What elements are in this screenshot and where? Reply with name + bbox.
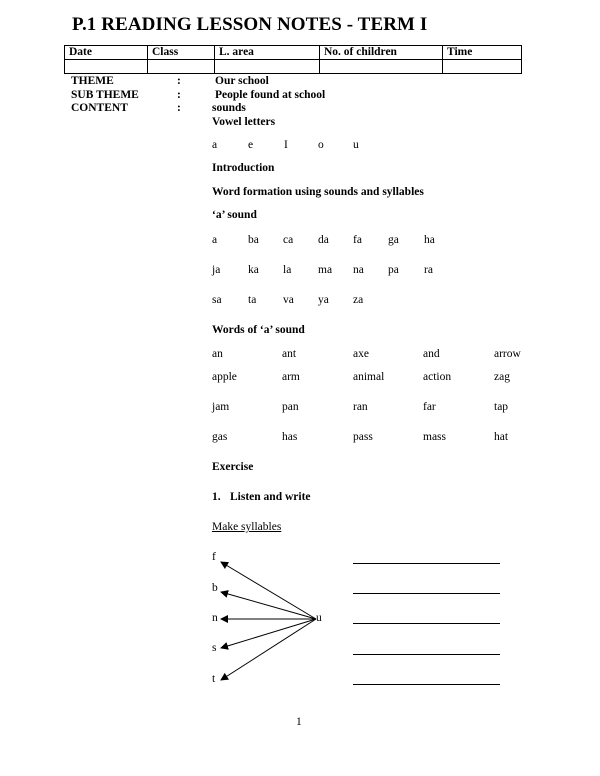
word: has bbox=[282, 431, 298, 443]
vowel-o: o bbox=[318, 139, 324, 151]
consonant-t: t bbox=[212, 673, 216, 685]
col-class: Class bbox=[148, 46, 215, 60]
task-number: 1. bbox=[212, 491, 221, 503]
vowel-a: a bbox=[212, 139, 218, 151]
word: pass bbox=[353, 431, 373, 443]
task-text: Listen and write bbox=[230, 491, 311, 503]
answer-line[interactable] bbox=[353, 593, 500, 594]
word-formation-heading: Word formation using sounds and syllables bbox=[212, 186, 424, 198]
arrow-u-to-b bbox=[221, 592, 316, 619]
syllable: ba bbox=[248, 234, 259, 246]
answer-line[interactable] bbox=[353, 563, 500, 564]
syllable: za bbox=[353, 294, 364, 306]
word: zag bbox=[494, 371, 510, 383]
syllable: ja bbox=[212, 264, 221, 276]
col-learning-area: L. area bbox=[215, 46, 320, 60]
syllable: pa bbox=[388, 264, 399, 276]
answer-line[interactable] bbox=[353, 623, 500, 624]
syllable: ta bbox=[248, 294, 257, 306]
word: arm bbox=[282, 371, 300, 383]
page-number: 1 bbox=[296, 716, 302, 728]
theme-value: Our school bbox=[215, 75, 269, 87]
vowel-i: I bbox=[284, 139, 288, 151]
center-vowel-u: u bbox=[316, 612, 322, 624]
word: tap bbox=[494, 401, 509, 413]
consonant-b: b bbox=[212, 582, 218, 594]
syllable: la bbox=[283, 264, 292, 276]
consonant-n: n bbox=[212, 612, 218, 624]
consonant-f: f bbox=[212, 551, 216, 563]
syllable: ma bbox=[318, 264, 333, 276]
arrow-u-to-s bbox=[221, 619, 316, 648]
word: an bbox=[212, 348, 223, 360]
vowel-u: u bbox=[353, 139, 359, 151]
syllable: ra bbox=[424, 264, 433, 276]
theme-label: THEME bbox=[71, 75, 114, 87]
syllable: da bbox=[318, 234, 329, 246]
introduction-heading: Introduction bbox=[212, 162, 275, 174]
syllable: na bbox=[353, 264, 364, 276]
word: mass bbox=[423, 431, 446, 443]
word: arrow bbox=[494, 348, 521, 360]
col-date: Date bbox=[65, 46, 148, 60]
vowel-e: e bbox=[248, 139, 254, 151]
word: ant bbox=[282, 348, 297, 360]
make-syllables-heading: Make syllables bbox=[212, 521, 282, 533]
exercise-heading: Exercise bbox=[212, 461, 254, 473]
content-sep: : bbox=[177, 102, 181, 114]
word: axe bbox=[353, 348, 369, 360]
word: hat bbox=[494, 431, 509, 443]
col-no-of-children: No. of children bbox=[320, 46, 443, 60]
theme-sep: : bbox=[177, 75, 181, 87]
word: ran bbox=[353, 401, 368, 413]
subtheme-sep: : bbox=[177, 89, 181, 101]
syllable: ca bbox=[283, 234, 294, 246]
arrow-u-to-t bbox=[221, 619, 316, 680]
word: pan bbox=[282, 401, 299, 413]
word: action bbox=[423, 371, 452, 383]
word: gas bbox=[212, 431, 228, 443]
word: apple bbox=[212, 371, 237, 383]
word: jam bbox=[212, 401, 230, 413]
subtheme-value: People found at school bbox=[215, 89, 326, 101]
syllable: ga bbox=[388, 234, 399, 246]
word: and bbox=[423, 348, 440, 360]
syllable: ya bbox=[318, 294, 329, 306]
syllable: ha bbox=[424, 234, 435, 246]
consonant-s: s bbox=[212, 642, 217, 654]
content-value: sounds bbox=[212, 102, 246, 114]
words-heading: Words of ‘a’ sound bbox=[212, 324, 305, 336]
answer-line[interactable] bbox=[353, 654, 500, 655]
answer-line[interactable] bbox=[353, 684, 500, 685]
content-label: CONTENT bbox=[71, 102, 128, 114]
a-sound-heading: ‘a’ sound bbox=[212, 209, 257, 221]
col-time: Time bbox=[443, 46, 522, 60]
page-title: P.1 READING LESSON NOTES - TERM I bbox=[72, 14, 428, 35]
syllable: a bbox=[212, 234, 218, 246]
arrow-u-to-f bbox=[221, 562, 316, 619]
vowel-heading: Vowel letters bbox=[212, 116, 276, 128]
word: far bbox=[423, 401, 436, 413]
word: animal bbox=[353, 371, 385, 383]
syllable: sa bbox=[212, 294, 222, 306]
syllable: va bbox=[283, 294, 294, 306]
syllable: ka bbox=[248, 264, 259, 276]
subtheme-label: SUB THEME bbox=[71, 89, 139, 101]
syllable: fa bbox=[353, 234, 362, 246]
